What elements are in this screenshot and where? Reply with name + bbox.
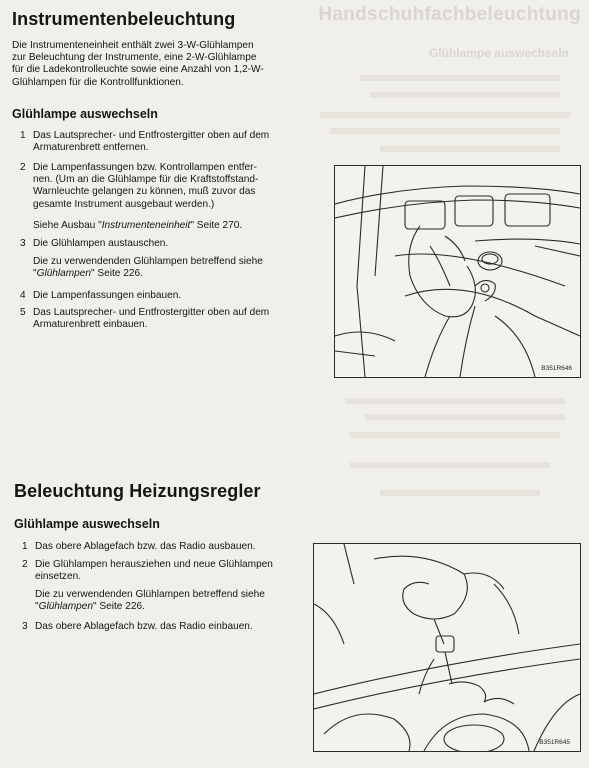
step-number: 2 [22,559,28,570]
ghost-line [320,112,570,118]
step-text: Das obere Ablagefach bzw. das Radio einbauen. [35,621,253,632]
dashboard-hand-illustration [335,166,580,377]
step-number: 1 [22,541,28,552]
step-text: Das Lautsprecher- und Entfrostergitter oben auf dem Armaturenbrett einbauen. [33,307,270,331]
figure-heater-control-lamp [313,543,581,752]
ghost-page-title: Handschuhfachbeleuchtung [318,4,581,25]
step-number: 5 [20,307,26,318]
section-title-instrument-lighting: Instrumentenbeleuchtung [12,9,236,29]
ghost-line [380,490,540,496]
ghost-line [380,146,560,152]
step-text: Die Glühlampen austauschen. [33,238,169,249]
ghost-line [350,432,560,438]
ghost-page-subtitle: Glühlampe auswechseln [428,46,569,60]
subheading-replace-bulb: Glühlampe auswechseln [14,517,160,531]
ghost-line [370,92,560,98]
cross-reference: Siehe Ausbau "Instrumenteneinheit" Seite 270. [33,220,243,231]
step-item [20,238,320,251]
step-text: Die Lampenfassungen einbauen. [33,290,182,301]
subheading-replace-bulb: Glühlampe auswechseln [12,107,158,121]
figure-code: B351R645 [539,739,570,746]
section-title-heater-control-lighting: Beleuchtung Heizungsregler [14,481,261,501]
cross-reference: "Glühlampen" Seite 226. [33,268,143,279]
step-item [20,162,320,212]
step-item [22,621,322,634]
step-number: 4 [20,290,26,301]
heater-control-hand-illustration [314,544,580,751]
cross-reference: "Glühlampen" Seite 226. [35,601,145,612]
step-number: 3 [22,621,28,632]
ghost-line [360,75,560,81]
step-number: 1 [20,130,26,141]
figure-instrument-lamp [334,165,581,378]
ghost-line [350,462,550,468]
step-number: 2 [20,162,26,173]
step-text: Die Glühlampen herausziehen und neue Glühlampen einsetzen. [35,559,273,583]
step-item [20,130,320,156]
intro-paragraph: Die Instrumenteneinheit enthält zwei 3-W-Glühlampen zur Beleuchtung der Instrumente, eine 2-W-Glühlampe für die Ladekontrolleuchte sowie eine Anzahl von 1,2-W- Glühlampen für die Kontrollfunktionen. [12,40,264,88]
step-number: 3 [20,238,26,249]
step-text: Das Lautsprecher- und Entfrostergitter oben auf dem Armaturenbrett entfernen. [33,130,270,154]
step-text: Das obere Ablagefach bzw. das Radio ausbauen. [35,541,256,552]
ghost-line [345,398,565,404]
ghost-line [330,128,560,134]
cross-reference: Die zu verwendenden Glühlampen betreffend siehe [35,589,265,600]
step-text: Die Lampenfassungen bzw. Kontrollampen entfer- nen. (Um an die Glühlampe für die Kraftstoffstand- Warnleuchte gelangen zu können, muß zuvor das gesamte Instrument ausgebaut werden.) [33,162,259,210]
step-item [22,541,322,554]
step-item [20,307,320,333]
ghost-line [365,414,565,420]
step-item [22,559,322,585]
cross-reference: Die zu verwendenden Glühlampen betreffend siehe [33,256,263,267]
figure-code: B351R646 [541,365,572,372]
step-item [20,290,320,303]
